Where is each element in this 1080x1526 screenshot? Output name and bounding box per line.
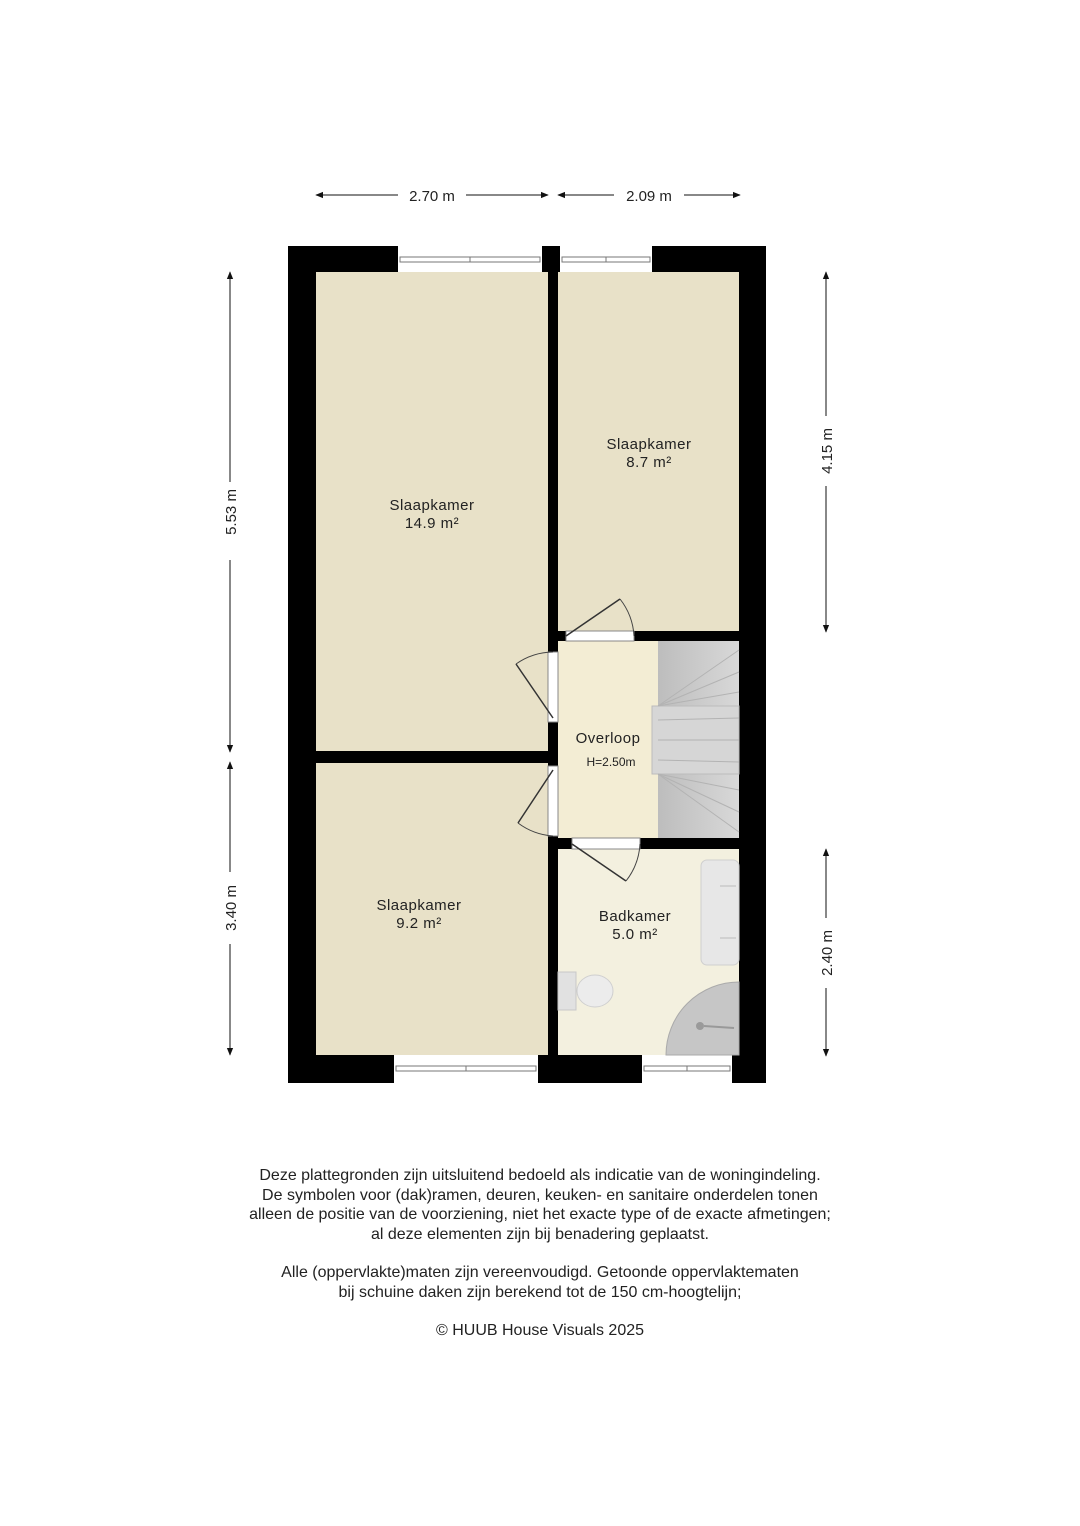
dimension-right-upper: [819, 272, 836, 632]
area-bedroom-small: 9.2 m²: [396, 915, 442, 932]
window-top-left: [398, 246, 542, 272]
disclaimer-line: bij schuine daken zijn berekend tot de 150 cm-hoogtelijn;: [338, 1283, 742, 1301]
disclaimer-line: al deze elementen zijn bij benadering geplaatst.: [370, 1225, 709, 1243]
disclaimer-line: alleen de positie van de voorziening, niet het exacte type of de exacte afmetingen;: [249, 1206, 831, 1223]
disclaimer-line: De symbolen voor (dak)ramen, deuren, keuken- en sanitaire onderdelen tonen: [262, 1186, 818, 1204]
label-bathroom: Badkamer: [598, 908, 672, 925]
svg-text:4.15 m: 4.15 m: [819, 428, 836, 474]
disclaimer-line: Alle (oppervlakte)maten zijn vereenvoudigd. Getoonde oppervlaktematen: [281, 1264, 799, 1281]
disclaimer-line: Deze plattegronden zijn uitsluitend bedoeld als indicatie van de woningindeling.: [259, 1167, 821, 1184]
label-landing: Overloop: [575, 730, 641, 747]
svg-text:2.70 m: 2.70 m: [409, 188, 455, 205]
area-bedroom-right: 8.7 m²: [626, 454, 672, 471]
window-bottom-right: [642, 1055, 732, 1083]
copyright: [140, 1321, 940, 1341]
window-bottom-left: [394, 1055, 538, 1083]
staircase: [652, 641, 739, 838]
height-landing: H=2.50m: [586, 755, 636, 769]
label-bedroom-right: Slaapkamer: [606, 436, 692, 453]
dimension-top-left: [316, 188, 548, 205]
dimension-top-right: [558, 188, 740, 205]
vanity-sink: [701, 860, 739, 965]
svg-text:2.09 m: 2.09 m: [626, 188, 672, 205]
svg-text:2.40 m: 2.40 m: [819, 930, 836, 976]
copyright-text: © HUUB House Visuals 2025: [435, 1322, 645, 1339]
disclaimer-paragraph-2: [140, 1263, 940, 1302]
dimension-right-lower: [819, 849, 836, 1056]
svg-text:3.40 m: 3.40 m: [223, 885, 240, 931]
dimension-left-lower: [223, 762, 240, 1055]
dimension-left-upper: [223, 272, 240, 752]
label-bedroom-large: Slaapkamer: [389, 497, 475, 514]
disclaimer-paragraph-1: [140, 1166, 940, 1244]
window-top-right: [560, 246, 652, 272]
area-bathroom: 5.0 m²: [612, 926, 658, 943]
area-bedroom-large: 14.9 m²: [404, 515, 460, 532]
toilet: [558, 972, 613, 1010]
label-bedroom-small: Slaapkamer: [376, 897, 462, 914]
svg-text:5.53 m: 5.53 m: [223, 489, 240, 535]
disclaimer: [140, 1166, 940, 1360]
